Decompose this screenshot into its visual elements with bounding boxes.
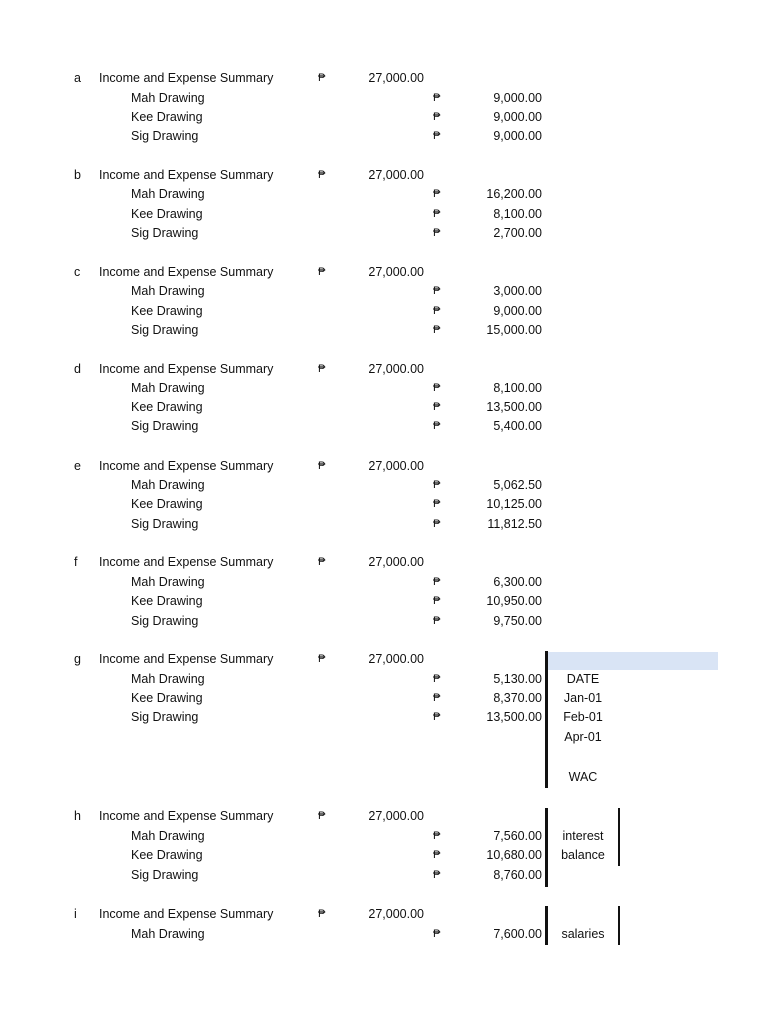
peso-sign: ₱ [433,615,441,627]
peso-sign: ₱ [318,810,326,822]
credit-account: Kee Drawing [131,691,203,705]
peso-sign: ₱ [433,305,441,317]
peso-sign: ₱ [433,420,441,432]
credit-account: Kee Drawing [131,207,203,221]
credit-amount: 6,300.00 [493,575,542,589]
peso-sign: ₱ [318,266,326,278]
debit-amount: 27,000.00 [368,652,424,666]
debit-amount: 27,000.00 [368,362,424,376]
block-letter: a [74,71,81,85]
block-letter: e [74,459,81,473]
interest-label: interest [562,829,604,843]
credit-account: Sig Drawing [131,614,199,628]
credit-amount: 7,600.00 [493,927,542,941]
credit-amount: 5,400.00 [493,419,542,433]
peso-sign: ₱ [318,908,326,920]
block-letter: f [74,555,78,569]
block-letter: i [74,907,77,921]
debit-amount: 27,000.00 [368,71,424,85]
credit-account: Kee Drawing [131,400,203,414]
peso-sign: ₱ [433,928,441,940]
debit-account: Income and Expense Summary [99,71,274,85]
peso-sign: ₱ [433,692,441,704]
credit-account: Kee Drawing [131,304,203,318]
credit-amount: 3,000.00 [493,284,542,298]
date-cell: Feb-01 [563,710,603,724]
credit-amount: 10,125.00 [486,497,542,511]
credit-account: Kee Drawing [131,110,203,124]
debit-account: Income and Expense Summary [99,168,274,182]
border-line [545,906,548,945]
credit-amount: 8,760.00 [493,868,542,882]
credit-account: Mah Drawing [131,284,205,298]
date-header: DATE [566,672,600,686]
credit-amount: 10,680.00 [486,848,542,862]
debit-account: Income and Expense Summary [99,907,274,921]
credit-account: Mah Drawing [131,672,205,686]
peso-sign: ₱ [433,498,441,510]
credit-amount: 9,750.00 [493,614,542,628]
credit-amount: 16,200.00 [486,187,542,201]
credit-account: Mah Drawing [131,478,205,492]
credit-account: Mah Drawing [131,187,205,201]
peso-sign: ₱ [318,363,326,375]
peso-sign: ₱ [433,869,441,881]
credit-account: Sig Drawing [131,323,199,337]
credit-account: Sig Drawing [131,517,199,531]
balance-label: balance [561,848,605,862]
date-cell: Apr-01 [564,730,602,744]
date-cell: Jan-01 [563,691,603,705]
debit-amount: 27,000.00 [368,555,424,569]
highlight-cell [548,652,718,670]
credit-amount: 11,812.50 [487,517,542,531]
peso-sign: ₱ [433,188,441,200]
credit-amount: 7,560.00 [493,829,542,843]
credit-amount: 9,000.00 [493,110,542,124]
block-letter: d [74,362,81,376]
credit-account: Sig Drawing [131,226,199,240]
credit-account: Mah Drawing [131,381,205,395]
block-letter: b [74,168,81,182]
block-letter: h [74,809,81,823]
credit-amount: 8,100.00 [493,381,542,395]
credit-account: Mah Drawing [131,575,205,589]
credit-account: Kee Drawing [131,594,203,608]
credit-account: Mah Drawing [131,91,205,105]
credit-amount: 9,000.00 [493,304,542,318]
credit-amount: 10,950.00 [486,594,542,608]
credit-amount: 2,700.00 [493,226,542,240]
credit-amount: 15,000.00 [486,323,542,337]
peso-sign: ₱ [433,382,441,394]
credit-account: Sig Drawing [131,868,199,882]
peso-sign: ₱ [318,169,326,181]
credit-account: Kee Drawing [131,497,203,511]
debit-amount: 27,000.00 [368,907,424,921]
credit-amount: 5,062.50 [493,478,542,492]
peso-sign: ₱ [318,460,326,472]
credit-account: Mah Drawing [131,829,205,843]
peso-sign: ₱ [318,72,326,84]
peso-sign: ₱ [433,849,441,861]
salaries-label: salaries [561,927,605,941]
peso-sign: ₱ [433,711,441,723]
peso-sign: ₱ [433,518,441,530]
credit-account: Sig Drawing [131,129,199,143]
debit-account: Income and Expense Summary [99,362,274,376]
debit-amount: 27,000.00 [368,168,424,182]
peso-sign: ₱ [433,92,441,104]
peso-sign: ₱ [433,479,441,491]
peso-sign: ₱ [433,111,441,123]
debit-amount: 27,000.00 [368,459,424,473]
peso-sign: ₱ [433,208,441,220]
peso-sign: ₱ [433,227,441,239]
debit-amount: 27,000.00 [368,809,424,823]
credit-account: Mah Drawing [131,927,205,941]
border-line [545,808,548,887]
peso-sign: ₱ [433,576,441,588]
credit-amount: 9,000.00 [493,129,542,143]
block-letter: c [74,265,81,279]
debit-account: Income and Expense Summary [99,652,274,666]
peso-sign: ₱ [433,130,441,142]
credit-account: Sig Drawing [131,419,199,433]
border-line [618,808,620,866]
border-line [618,906,620,945]
peso-sign: ₱ [318,556,326,568]
debit-account: Income and Expense Summary [99,459,274,473]
peso-sign: ₱ [433,324,441,336]
block-letter: g [74,652,81,666]
wac-label: WAC [568,770,598,784]
debit-account: Income and Expense Summary [99,809,274,823]
credit-account: Kee Drawing [131,848,203,862]
peso-sign: ₱ [318,653,326,665]
debit-account: Income and Expense Summary [99,555,274,569]
credit-amount: 9,000.00 [493,91,542,105]
credit-amount: 8,100.00 [493,207,542,221]
credit-account: Sig Drawing [131,710,199,724]
peso-sign: ₱ [433,285,441,297]
credit-amount: 8,370.00 [493,691,542,705]
border-line [545,651,548,788]
peso-sign: ₱ [433,401,441,413]
credit-amount: 13,500.00 [486,400,542,414]
debit-amount: 27,000.00 [368,265,424,279]
credit-amount: 5,130.00 [493,672,542,686]
peso-sign: ₱ [433,830,441,842]
peso-sign: ₱ [433,673,441,685]
debit-account: Income and Expense Summary [99,265,274,279]
credit-amount: 13,500.00 [486,710,542,724]
peso-sign: ₱ [433,595,441,607]
